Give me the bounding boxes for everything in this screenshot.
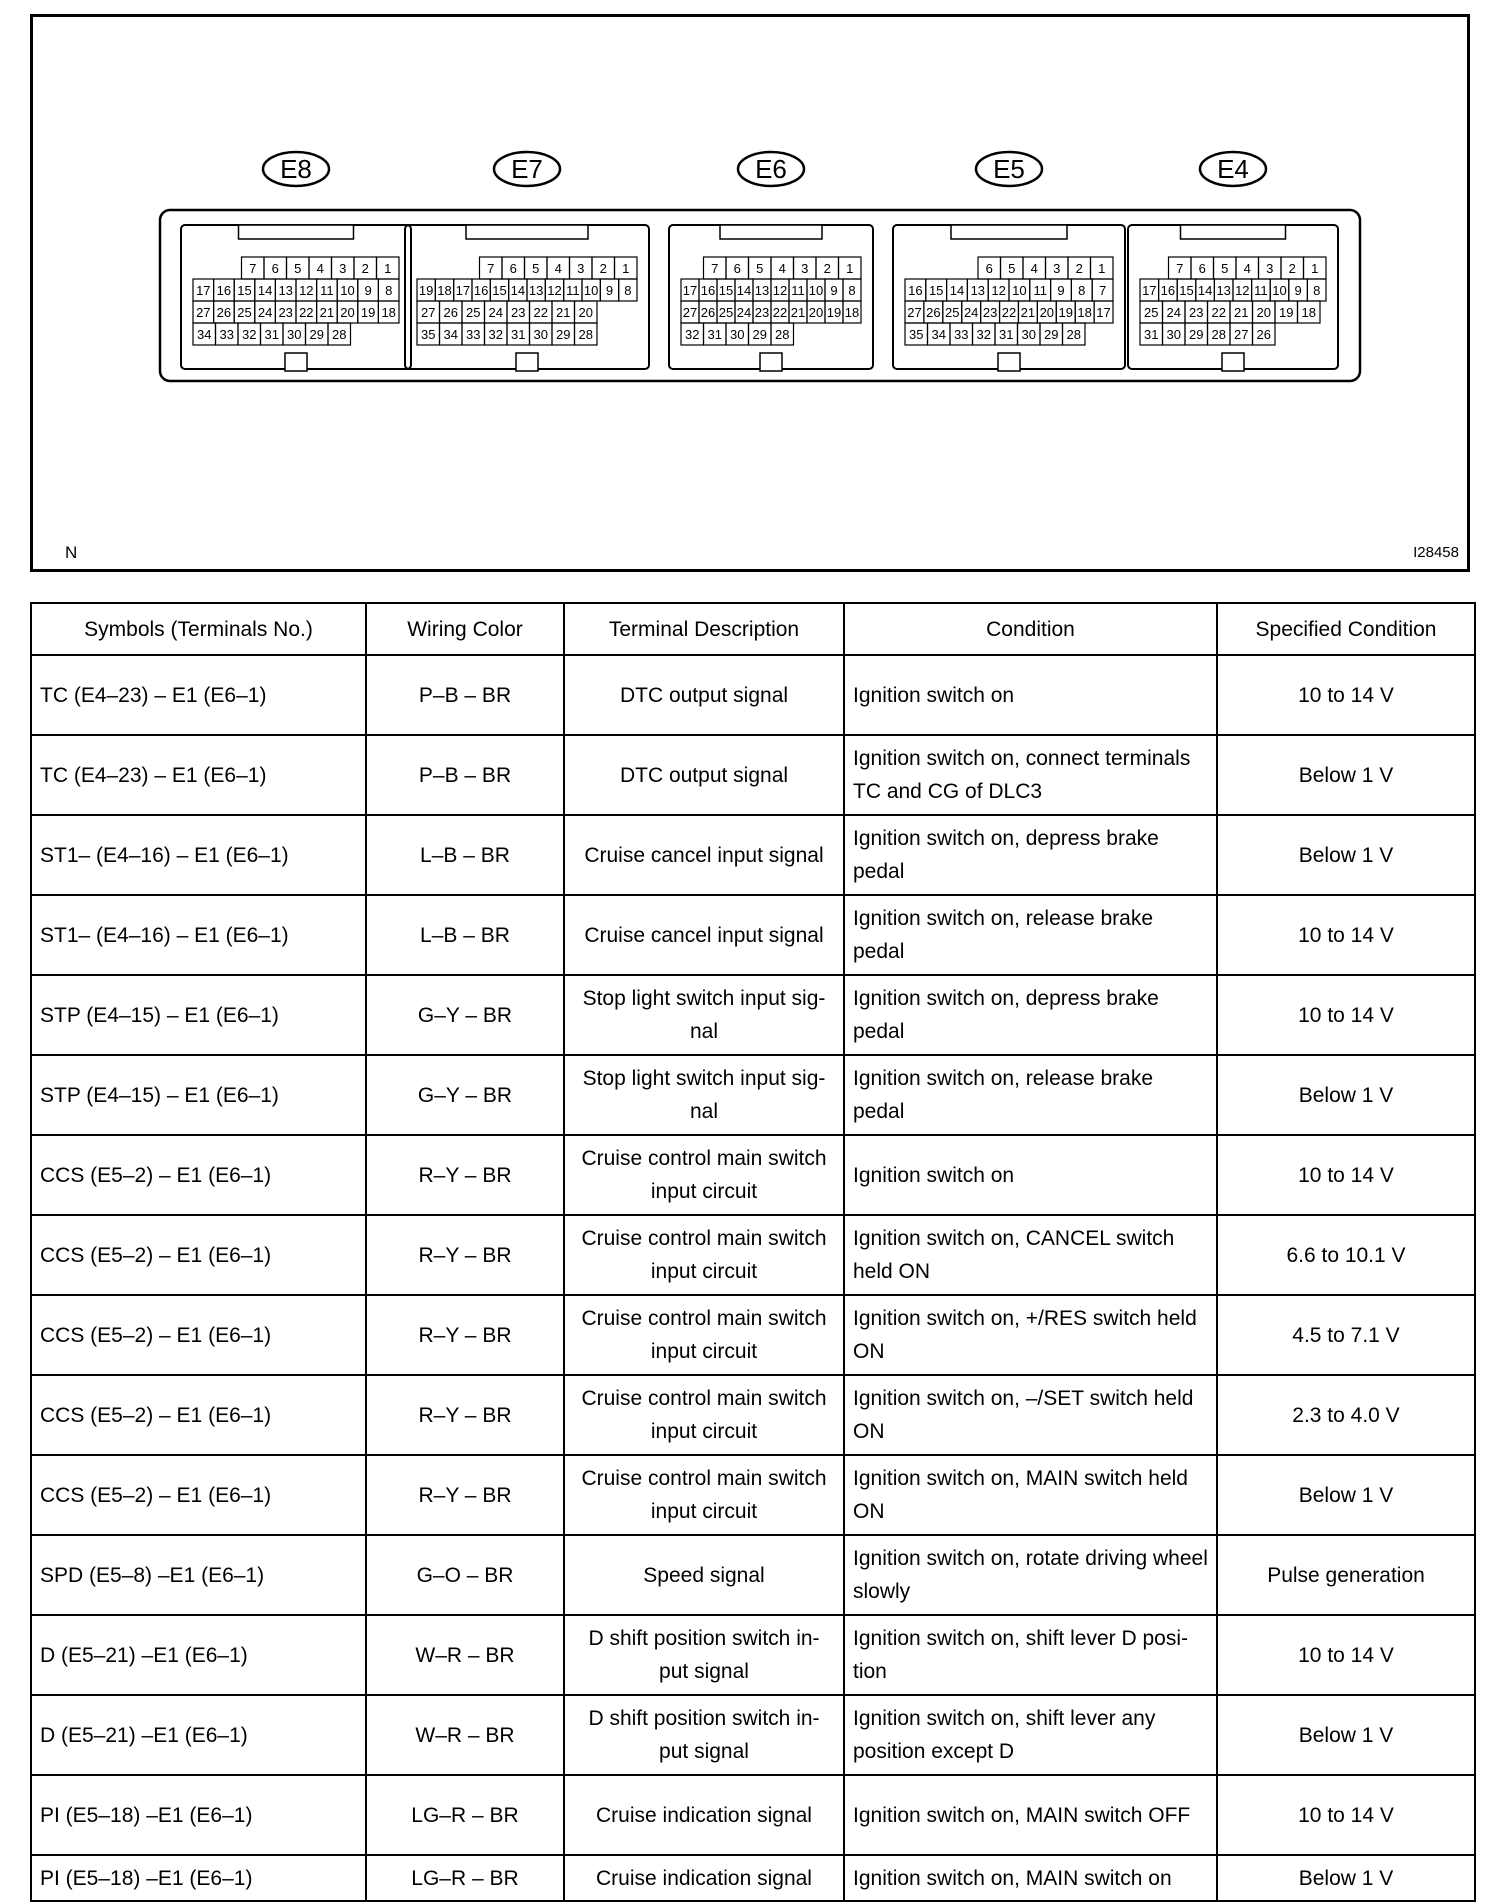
pin-number: 2 [1075,261,1083,276]
pin-number: 30 [533,327,548,342]
connector-top-key [239,225,354,239]
connector-label: E5 [993,154,1025,184]
cell-description: Cruise cancel input signal [564,815,844,895]
connector-latch [1222,353,1244,371]
pin-number: 6 [733,261,741,276]
pin-number: 1 [1098,261,1106,276]
pin-number: 27 [1234,327,1249,342]
pin-number: 1 [384,261,392,276]
pin-number: 23 [278,305,293,320]
pin-number: 17 [196,283,211,298]
pin-number: 12 [1235,283,1250,298]
header-condition: Condition [844,603,1217,655]
pin-number: 22 [533,305,548,320]
pin-number: 27 [196,305,211,320]
pin-number: 20 [340,305,355,320]
table-row [31,735,1475,815]
cell-description: Speed signal [564,1535,844,1615]
table-row [31,1695,1475,1775]
cell-specified-condition: Pulse generation [1217,1535,1475,1615]
pin-number: 9 [830,283,838,298]
pin-number: 34 [931,327,946,342]
cell-description: Stop light switch input sig- nal [564,975,844,1055]
pin-number: 3 [577,261,585,276]
connector-label: E6 [755,154,787,184]
cell-description: Cruise indication signal [564,1855,844,1901]
figure-id: I28458 [1413,544,1459,561]
pin-number: 26 [443,305,458,320]
pin-number: 8 [385,283,393,298]
cell-wiring-color: R–Y – BR [366,1135,564,1215]
pin-number: 3 [339,261,347,276]
pin-number: 15 [718,283,734,298]
pin-number: 18 [381,305,396,320]
pin-number: 12 [299,283,314,298]
pin-number: 15 [237,283,252,298]
cell-condition: Ignition switch on, +/RES switch held ON [844,1295,1217,1375]
pin-number: 13 [754,283,770,298]
pin-number: 31 [707,327,722,342]
pin-number: 9 [1057,283,1065,298]
pin-number: 13 [970,283,986,298]
pin-number: 6 [985,261,993,276]
pin-number: 6 [509,261,517,276]
cell-condition: Ignition switch on, MAIN switch on [844,1855,1217,1901]
cell-specified-condition: Below 1 V [1217,1695,1475,1775]
pin-number: 3 [801,261,809,276]
pin-number: 35 [421,327,436,342]
pin-number: 19 [1058,305,1073,320]
pin-number: 2 [361,261,369,276]
pin-number: 17 [455,283,471,298]
pin-number: 15 [492,283,507,298]
pin-number: 30 [730,327,745,342]
pin-number: 20 [808,305,824,320]
pin-number: 33 [466,327,481,342]
cell-specified-condition: 10 to 14 V [1217,1615,1475,1695]
pin-number: 15 [928,283,944,298]
header-terminal-description: Terminal Description [564,603,844,655]
cell-condition: Ignition switch on, depress brake pedal [844,815,1217,895]
pin-number: 11 [1254,283,1268,298]
cell-symbol: CCS (E5–2) – E1 (E6–1) [31,1455,366,1535]
pin-number: 34 [443,327,458,342]
cell-description: D shift position switch in- put signal [564,1615,844,1695]
pin-number: 12 [547,283,562,298]
pin-number: 10 [808,283,824,298]
pin-number: 17 [1096,305,1111,320]
pin-number: 4 [778,261,786,276]
pin-number: 11 [791,283,805,298]
table-row [31,1615,1475,1695]
cell-specified-condition: 10 to 14 V [1217,895,1475,975]
pin-number: 29 [1044,327,1059,342]
cell-wiring-color: LG–R – BR [366,1775,564,1855]
pin-number: 13 [278,283,293,298]
connector-latch [516,353,538,371]
pin-number: 26 [1256,327,1271,342]
pin-number: 4 [554,261,562,276]
pin-number: 7 [711,261,719,276]
cell-wiring-color: L–B – BR [366,895,564,975]
connector-label: E8 [280,154,312,184]
pin-number: 24 [257,305,273,320]
pin-number: 8 [848,283,856,298]
header-specified-condition: Specified Condition [1217,603,1475,655]
pin-number: 15 [1179,283,1194,298]
pin-number: 16 [908,283,923,298]
pin-number: 31 [264,327,279,342]
cell-wiring-color: R–Y – BR [366,1215,564,1295]
pin-number: 26 [700,305,716,320]
cell-description: Cruise indication signal [564,1775,844,1855]
pin-number: 25 [237,305,252,320]
cell-specified-condition: 10 to 14 V [1217,655,1475,735]
connector-top-key [720,225,822,239]
cell-wiring-color: R–Y – BR [366,1375,564,1455]
cell-condition: Ignition switch on, MAIN switch OFF [844,1775,1217,1855]
cell-symbol: CCS (E5–2) – E1 (E6–1) [31,1135,366,1215]
cell-symbol: CCS (E5–2) – E1 (E6–1) [31,1295,366,1375]
cell-wiring-color: P–B – BR [366,655,564,735]
pin-number: 21 [319,305,335,320]
pin-number: 22 [1211,305,1226,320]
cell-wiring-color: R–Y – BR [366,1455,564,1535]
pin-number: 28 [578,327,593,342]
pin-number: 29 [1189,327,1204,342]
header-wiring-color: Wiring Color [366,603,564,655]
pin-number: 5 [1008,261,1016,276]
cell-specified-condition: 10 to 14 V [1217,1775,1475,1855]
connector-top-key [466,225,588,239]
cell-wiring-color: W–R – BR [366,1615,564,1695]
pin-number: 19 [360,305,376,320]
pin-number: 19 [826,305,842,320]
pin-number: 28 [332,327,347,342]
pin-number: 24 [736,305,752,320]
pin-number: 34 [197,327,212,342]
cell-specified-condition: Below 1 V [1217,815,1475,895]
pin-number: 16 [700,283,716,298]
table-row [31,1375,1475,1455]
pin-number: 18 [1301,305,1316,320]
cell-wiring-color: G–O – BR [366,1535,564,1615]
cell-symbol: ST1– (E4–16) – E1 (E6–1) [31,895,366,975]
pin-number: 22 [299,305,314,320]
pin-number: 5 [1221,261,1229,276]
cell-wiring-color: W–R – BR [366,1695,564,1775]
cell-condition: Ignition switch on, release brake pedal [844,1055,1217,1135]
table-row [31,1775,1475,1855]
pin-number: 14 [949,283,965,298]
pin-number: 21 [790,305,806,320]
table-row [31,815,1475,895]
cell-wiring-color: R–Y – BR [366,1295,564,1375]
cell-wiring-color: G–Y – BR [366,1055,564,1135]
pin-number: 31 [511,327,526,342]
cell-symbol: SPD (E5–8) –E1 (E6–1) [31,1535,366,1615]
pin-number: 6 [271,261,279,276]
cell-condition: Ignition switch on, connect terminals TC and CG of DLC3 [844,735,1217,815]
pin-number: 31 [999,327,1014,342]
pin-number: 32 [242,327,257,342]
cell-specified-condition: Below 1 V [1217,735,1475,815]
pin-number: 32 [976,327,991,342]
connector-diagram [30,14,1470,572]
pin-number: 26 [216,305,232,320]
pin-number: 7 [1176,261,1184,276]
connector-top-key [1181,225,1286,239]
pin-number: 24 [1166,305,1181,320]
cell-wiring-color: LG–R – BR [366,1855,564,1901]
connector-label: E4 [1217,154,1249,184]
pin-number: 19 [1279,305,1294,320]
cell-symbol: PI (E5–18) –E1 (E6–1) [31,1855,366,1901]
terminal-spec-table [30,602,1476,1902]
table-header-row [31,603,1475,655]
cell-wiring-color: L–B – BR [366,815,564,895]
pin-number: 27 [907,305,922,320]
orientation-mark: N [65,543,78,562]
pin-number: 4 [1243,261,1251,276]
cell-description: Cruise control main switch input circuit [564,1135,844,1215]
cell-symbol: PI (E5–18) –E1 (E6–1) [31,1775,366,1855]
cell-description: Cruise control main switch input circuit [564,1295,844,1375]
pin-number: 5 [756,261,764,276]
pin-number: 10 [340,283,355,298]
pin-number: 12 [991,283,1006,298]
pin-number: 27 [421,305,436,320]
pin-number: 16 [216,283,232,298]
pin-number: 18 [437,283,452,298]
table-row [31,1135,1475,1215]
pin-number: 13 [1216,283,1231,298]
connector-drawing [33,17,1467,569]
cell-description: Cruise cancel input signal [564,895,844,975]
connector-latch [998,353,1020,371]
cell-symbol: CCS (E5–2) – E1 (E6–1) [31,1215,366,1295]
pin-number: 20 [1039,305,1055,320]
cell-description: DTC output signal [564,655,844,735]
table-row [31,1055,1475,1135]
cell-description: Cruise control main switch input circuit [564,1455,844,1535]
cell-symbol: STP (E4–15) – E1 (E6–1) [31,1055,366,1135]
pin-number: 14 [510,283,526,298]
cell-condition: Ignition switch on, shift lever any position except D [844,1695,1217,1775]
pin-number: 26 [926,305,941,320]
pin-number: 3 [1266,261,1274,276]
cell-symbol: TC (E4–23) – E1 (E6–1) [31,655,366,735]
pin-number: 13 [528,283,544,298]
cell-condition: Ignition switch on, release brake pedal [844,895,1217,975]
cell-description: D shift position switch in- put signal [564,1695,844,1775]
cell-description: Stop light switch input sig- nal [564,1055,844,1135]
pin-number: 5 [294,261,302,276]
cell-description: DTC output signal [564,735,844,815]
pin-number: 21 [1020,305,1036,320]
pin-number: 18 [1077,305,1092,320]
table-row [31,975,1475,1055]
pin-number: 16 [1160,283,1176,298]
connector-latch [285,353,307,371]
table-row [31,1215,1475,1295]
pin-number: 8 [1313,283,1321,298]
pin-number: 1 [622,261,630,276]
cell-condition: Ignition switch on, shift lever D posi- tion [844,1615,1217,1695]
pin-number: 12 [772,283,788,298]
pin-number: 2 [1288,261,1296,276]
pin-number: 9 [364,283,372,298]
pin-number: 30 [1166,327,1181,342]
pin-number: 8 [1078,283,1086,298]
pin-number: 9 [605,283,614,298]
connector-label: E7 [511,154,543,184]
table-row [31,895,1475,975]
pin-number: 23 [754,305,770,320]
pin-number: 14 [736,283,752,298]
pin-number: 25 [1144,305,1159,320]
table-row [31,655,1475,735]
pin-number: 23 [1189,305,1204,320]
pin-number: 10 [1272,283,1287,298]
pin-number: 33 [954,327,969,342]
pin-number: 23 [511,305,526,320]
pin-number: 3 [1053,261,1061,276]
cell-symbol: D (E5–21) –E1 (E6–1) [31,1615,366,1695]
table-row [31,1455,1475,1535]
pin-number: 6 [1198,261,1206,276]
pin-number: 1 [846,261,854,276]
table-row [31,1535,1475,1615]
cell-specified-condition: Below 1 V [1217,1855,1475,1901]
pin-number: 28 [775,327,790,342]
pin-number: 20 [578,305,593,320]
pin-number: 25 [945,305,960,320]
cell-wiring-color: G–Y – BR [366,975,564,1055]
pin-number: 4 [316,261,324,276]
pin-number: 28 [1066,327,1081,342]
table-body [31,655,1475,1901]
cell-specified-condition: 4.5 to 7.1 V [1217,1295,1475,1375]
cell-symbol: CCS (E5–2) – E1 (E6–1) [31,1375,366,1455]
pin-number: 31 [1144,327,1159,342]
pin-number: 14 [257,283,273,298]
cell-specified-condition: Below 1 V [1217,1455,1475,1535]
pin-number: 23 [982,305,998,320]
pin-number: 17 [1142,283,1157,298]
pin-number: 9 [1294,283,1302,298]
cell-specified-condition: 10 to 14 V [1217,1135,1475,1215]
cell-condition: Ignition switch on, MAIN switch held ON [844,1455,1217,1535]
pin-number: 24 [488,305,503,320]
header-symbols: Symbols (Terminals No.) [31,603,366,655]
pin-number: 18 [844,305,860,320]
pin-number: 2 [823,261,831,276]
pin-number: 30 [287,327,302,342]
pin-number: 10 [1012,283,1027,298]
cell-specified-condition: 10 to 14 V [1217,975,1475,1055]
pin-number: 30 [1021,327,1036,342]
cell-specified-condition: 2.3 to 4.0 V [1217,1375,1475,1455]
pin-number: 21 [1234,305,1249,320]
pin-number: 33 [219,327,234,342]
pin-number: 32 [488,327,503,342]
cell-condition: Ignition switch on, depress brake pedal [844,975,1217,1055]
pin-number: 25 [718,305,734,320]
cell-description: Cruise control main switch input circuit [564,1215,844,1295]
pin-number: 8 [624,283,632,298]
cell-condition: Ignition switch on, rotate driving wheel slowly [844,1535,1217,1615]
table-row [31,1855,1475,1901]
cell-condition: Ignition switch on, CANCEL switch held ON [844,1215,1217,1295]
pin-number: 7 [487,261,495,276]
cell-symbol: ST1– (E4–16) – E1 (E6–1) [31,815,366,895]
cell-condition: Ignition switch on [844,1135,1217,1215]
pin-number: 29 [309,327,324,342]
pin-number: 2 [599,261,607,276]
cell-specified-condition: Below 1 V [1217,1055,1475,1135]
table-row [31,1295,1475,1375]
pin-number: 11 [1033,283,1047,298]
cell-specified-condition: 6.6 to 10.1 V [1217,1215,1475,1295]
pin-number: 32 [685,327,700,342]
cell-description: Cruise control main switch input circuit [564,1375,844,1455]
pin-number: 28 [1211,327,1226,342]
pin-number: 21 [556,305,571,320]
pin-number: 27 [682,305,698,320]
pin-number: 19 [418,283,434,298]
pin-number: 29 [752,327,767,342]
cell-symbol: STP (E4–15) – E1 (E6–1) [31,975,366,1055]
pin-number: 17 [682,283,698,298]
pin-number: 5 [532,261,540,276]
pin-number: 20 [1256,305,1271,320]
pin-number: 10 [583,283,599,298]
pin-number: 4 [1030,261,1038,276]
connector-latch [760,353,782,371]
pin-number: 14 [1197,283,1213,298]
pin-number: 1 [1311,261,1319,276]
pin-number: 11 [320,283,334,298]
pin-number: 24 [963,305,979,320]
pin-number: 7 [1098,283,1107,298]
pin-number: 25 [466,305,481,320]
pin-number: 29 [556,327,571,342]
cell-condition: Ignition switch on, –/SET switch held ON [844,1375,1217,1455]
pin-number: 22 [772,305,788,320]
pin-number: 16 [473,283,489,298]
connector-top-key [951,225,1067,239]
cell-wiring-color: P–B – BR [366,735,564,815]
pin-number: 35 [909,327,924,342]
pin-number: 22 [1001,305,1017,320]
cell-symbol: TC (E4–23) – E1 (E6–1) [31,735,366,815]
pin-number: 11 [566,283,580,298]
cell-condition: Ignition switch on [844,655,1217,735]
cell-symbol: D (E5–21) –E1 (E6–1) [31,1695,366,1775]
pin-number: 7 [249,261,257,276]
